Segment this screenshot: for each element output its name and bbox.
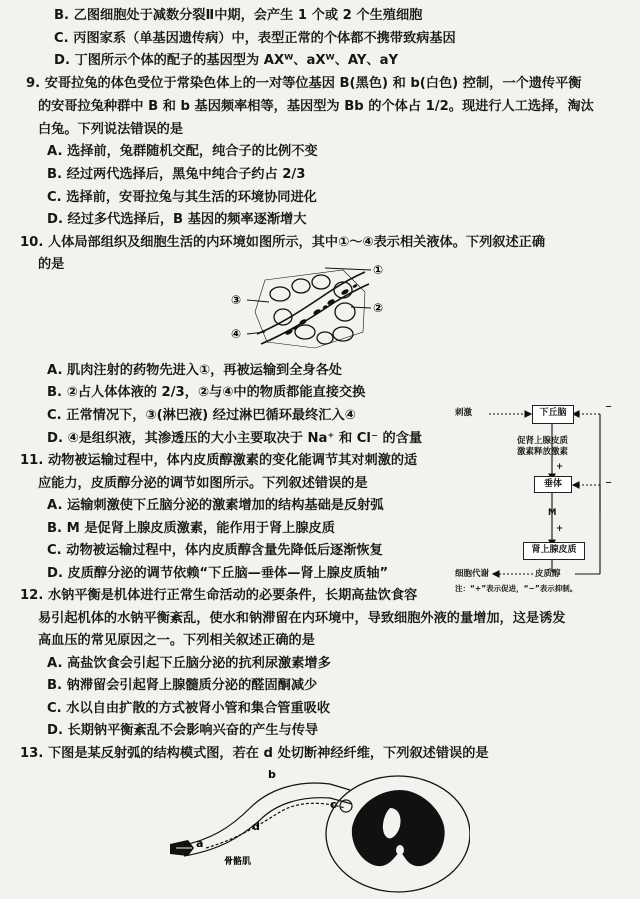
q9-stem-line2: 的安哥拉兔种群中 B 和 b 基因频率相等，基因型为 Bb 的个体占 1/2。现进行人工选择，淘汰 bbox=[38, 99, 594, 114]
q13-stem-line1: 13. 下图是某反射弧的结构模式图，若在 d 处切断神经纤维，下列叙述错误的是 bbox=[20, 746, 489, 761]
cortisol-label: 皮质醇 bbox=[535, 569, 561, 579]
q12-option-d: D. 长期钠平衡紊乱不会影响兴奋的产生与传导 bbox=[47, 723, 319, 738]
adrenal-cortex-box: 肾上腺皮质 bbox=[523, 542, 585, 560]
q11-option-c: C. 动物被运输过程中，体内皮质醇含量先降低后逐渐恢复 bbox=[47, 543, 383, 558]
q9-option-a: A. 选择前，兔群随机交配，纯合子的比例不变 bbox=[47, 144, 318, 159]
metabolism-label: 细胞代谢 bbox=[455, 569, 490, 579]
q11-stem-line2: 应能力，皮质醇分泌的调节如图所示。下列叙述错误的是 bbox=[38, 476, 368, 491]
feedback-minus-mid: − bbox=[605, 478, 613, 488]
stimulus-label: 刺激 bbox=[455, 408, 473, 418]
q10-option-b: B. ②占人体体液的 2/3，②与④中的物质都能直接交换 bbox=[47, 385, 366, 400]
q10-stem-line2: 的是 bbox=[38, 257, 65, 272]
q12-option-a: A. 高盐饮食会引起下丘脑分泌的抗利尿激素增多 bbox=[47, 656, 331, 671]
label-2: ② bbox=[373, 301, 384, 315]
q12-option-b: B. 钠滞留会引起肾上腺髓质分泌的醛固酮减少 bbox=[47, 678, 318, 693]
label-d: d bbox=[252, 820, 260, 833]
q10-option-c: C. 正常情况下，③(淋巴液) 经过淋巴循环最终汇入④ bbox=[47, 408, 356, 423]
muscle-label: 骨骼肌 bbox=[224, 857, 252, 867]
plus-sign-2: + bbox=[556, 524, 564, 534]
hypothalamus-box: 下丘脑 bbox=[532, 405, 574, 424]
q11-stem-line1: 11. 动物被运输过程中，体内皮质醇激素的变化能调节其对刺激的适 bbox=[20, 453, 418, 468]
q9-option-c: C. 选择前，安哥拉兔与其生活的环境协同进化 bbox=[47, 190, 317, 205]
tissue-fluid-diagram bbox=[225, 262, 395, 354]
q9-option-b: B. 经过两代选择后，黑兔中纯合子约占 2/3 bbox=[47, 167, 306, 182]
q9-option-d: D. 经过多代选择后，B 基因的频率逐渐增大 bbox=[47, 212, 307, 227]
diagram-arrows bbox=[455, 404, 630, 594]
label-4: ④ bbox=[231, 327, 242, 341]
label-c: c bbox=[330, 798, 337, 811]
q11-option-a: A. 运输刺激使下丘脑分泌的激素增加的结构基础是反射弧 bbox=[47, 498, 384, 513]
cortisol-regulation-diagram bbox=[455, 404, 630, 594]
q12-stem-line3: 高血压的常见原因之一。下列相关叙述正确的是 bbox=[38, 633, 315, 648]
q10-option-d: D. ④是组织液，其渗透压的大小主要取决于 Na⁺ 和 Cl⁻ 的含量 bbox=[47, 431, 423, 446]
label-3: ③ bbox=[231, 293, 242, 307]
q8-option-b: B. 乙图细胞处于减数分裂Ⅱ中期，会产生 1 个或 2 个生殖细胞 bbox=[54, 8, 423, 23]
q8-option-d: D. 丁图所示个体的配子的基因型为 AXᵂ、aXᵂ、AY、aY bbox=[54, 53, 399, 68]
diagram-note: 注：“+”表示促进，“−”表示抑制。 bbox=[455, 584, 578, 593]
q12-stem-line2: 易引起机体的水钠平衡紊乱，使水和钠滞留在内环境中，导致细胞外液的量增加，这是诱发 bbox=[38, 611, 566, 626]
label-1: ① bbox=[373, 263, 384, 277]
m-label: M bbox=[548, 508, 557, 518]
reflex-arc-diagram bbox=[160, 768, 470, 893]
crh-label-line2: 激素释放激素 bbox=[517, 447, 569, 457]
q11-option-b: B. M 是促肾上腺皮质激素，能作用于肾上腺皮质 bbox=[47, 521, 335, 536]
q9-stem-line1: 9. 安哥拉兔的体色受位于常染色体上的一对等位基因 B(黑色) 和 b(白色) 控制，一个遗传平衡 bbox=[26, 76, 582, 91]
label-a: a bbox=[196, 837, 204, 850]
plus-sign-1: + bbox=[556, 462, 564, 472]
q8-option-c: C. 丙图家系（单基因遗传病）中，表型正常的个体都不携带致病基因 bbox=[54, 31, 456, 46]
pituitary-box: 垂体 bbox=[534, 476, 572, 493]
crh-label-line1: 促肾上腺皮质 bbox=[517, 436, 569, 446]
q10-option-a: A. 肌肉注射的药物先进入①，再被运输到全身各处 bbox=[47, 363, 342, 378]
feedback-minus-top: − bbox=[605, 402, 613, 412]
q12-stem-line1: 12. 水钠平衡是机体进行正常生命活动的必要条件，长期高盐饮食容 bbox=[20, 588, 418, 603]
label-b: b bbox=[268, 768, 276, 781]
q12-option-c: C. 水以自由扩散的方式被肾小管和集合管重吸收 bbox=[47, 701, 331, 716]
q9-stem-line3: 白兔。下列说法错误的是 bbox=[38, 122, 184, 137]
q10-stem-line1: 10. 人体局部组织及细胞生活的内环境如图所示，其中①～④表示相关液体。下列叙述正确 bbox=[20, 235, 546, 250]
q11-option-d: D. 皮质醇分泌的调节依赖“下丘脑—垂体—肾上腺皮质轴” bbox=[47, 566, 389, 581]
